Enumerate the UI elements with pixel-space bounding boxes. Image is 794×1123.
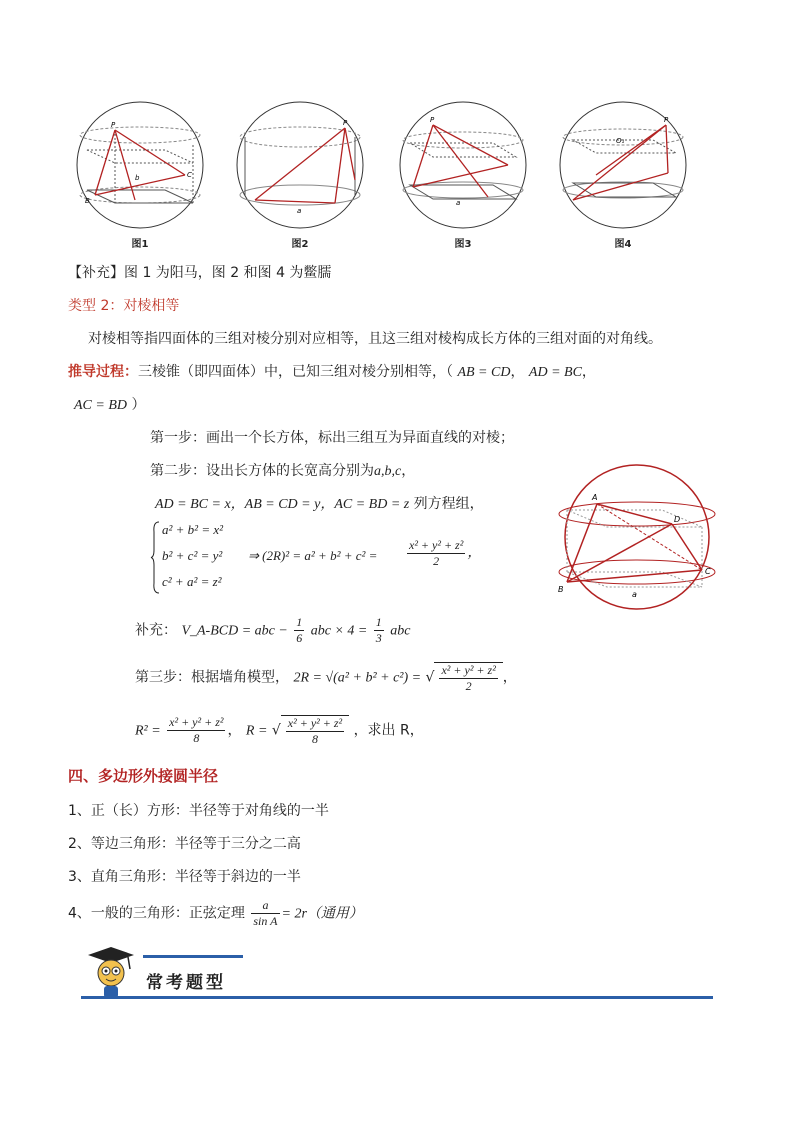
section-banner	[78, 943, 718, 1008]
system-eq-2: b² + c² = y²	[162, 548, 223, 563]
banner-title: 常考题型	[146, 973, 226, 993]
label-a: a	[297, 207, 302, 215]
derive-eq1: AB = CD	[457, 365, 511, 380]
sphere-diagram-3	[398, 95, 528, 235]
banner-top-line	[143, 955, 243, 958]
derive-eq3: AC = BD	[74, 398, 127, 413]
supplement2-mid: abc × 4 =	[310, 623, 368, 639]
supplement-volume	[135, 615, 410, 646]
step3-frac-num: x² + y² + z²	[441, 663, 496, 677]
step-3: 第三步：根据墙角模型， 2R = √(a² + b² + c²) = √ $\frac{\text{x² + y² + z²}}{2}$ ，	[135, 663, 517, 693]
supplement-note: 【补充】图 1 为阳马，图 2 和图 4 为鳖臑	[68, 265, 332, 281]
supp-frac2-num: 1	[375, 615, 382, 629]
figure-3	[398, 95, 528, 250]
r-frac-den: 8	[311, 732, 318, 746]
tetrahedron-sphere-diagram	[552, 462, 722, 612]
sphere-diagram-1	[75, 95, 205, 235]
derive-text: 三棱锥（即四面体）中，已知三组对棱分别相等，（	[138, 364, 453, 380]
supp-frac1-num: 1	[296, 615, 303, 629]
label-B: B	[85, 197, 90, 205]
step-3-text: 第三步：根据墙角模型，	[135, 669, 289, 686]
supp-frac1-den: 6	[296, 631, 303, 645]
label-a: a	[456, 199, 461, 207]
r2-lhs: R² =	[135, 723, 161, 739]
label-C: C	[187, 171, 192, 179]
system-fraction: $\frac{\text{x² + y² + z²}}{2}$ ，	[409, 538, 482, 568]
step3-frac-den: 2	[465, 679, 472, 693]
figure-caption: 图2	[291, 239, 309, 250]
step-2-vars: a,b,c	[374, 464, 402, 479]
supp-frac2-den: 3	[375, 631, 382, 645]
system-result: ⇒ (2R)² = a² + b² + c² =	[248, 548, 378, 563]
supplement2-expr: V_A-BCD = abc −	[181, 623, 288, 639]
step-2-equations	[155, 493, 484, 513]
label-C: C	[705, 567, 711, 576]
r2-frac-den: 8	[193, 731, 200, 746]
figure-1	[75, 95, 205, 250]
supplement2-label: 补充：	[135, 622, 177, 639]
label-a: a	[632, 590, 637, 599]
label-D: D	[674, 515, 681, 524]
system-eq-3: c² + a² = z²	[162, 574, 222, 589]
type2-title: 类型 2：对棱相等	[68, 298, 180, 314]
step-2-tail: 列方程组，	[413, 496, 484, 512]
step-2-text: 第二步：设出长方体的长宽高分别为	[150, 463, 374, 479]
student-mascot-icon	[86, 945, 136, 1000]
label-P: P	[430, 116, 435, 124]
intro-paragraph: 对棱相等指四面体的三组对棱分别对应相等，且这三组对棱构成长方体的三组对面的对角线。	[88, 331, 662, 347]
derive-label: 推导过程：	[68, 364, 138, 380]
r2-frac-num: x² + y² + z²	[169, 715, 224, 730]
label-b: b	[135, 174, 140, 182]
step-3-expr: 2R = √(a² + b² + c²) =	[293, 670, 422, 686]
label-P: P	[664, 116, 669, 124]
label-O1: O₁	[616, 137, 625, 145]
sine-tail: = 2r（通用）	[281, 906, 363, 922]
list-item: 4、一般的三角形：正弦定理	[68, 905, 245, 922]
r-formulas: R² = $\frac{\text{x² + y² + z²}}{8}$ ， R = √ $\frac{\text{x² + y² + z²}}{8}$ ，求出 R，	[135, 715, 424, 746]
sine-frac-num: a	[251, 898, 279, 914]
figure-4	[558, 95, 688, 250]
derive-line: 推导过程：三棱锥（即四面体）中，已知三组对棱分别相等，（ AB = CD， AD = BC，	[68, 364, 596, 380]
derive-line-2: AC = BD ）	[74, 397, 146, 413]
list-item: 1、正（长）方形：半径等于对角线的一半	[68, 803, 329, 819]
system-frac-den: 2	[433, 554, 440, 568]
label-A: A	[592, 493, 598, 502]
supplement2-end: abc	[390, 623, 411, 639]
system-eq-1: a² + b² = x²	[162, 522, 224, 537]
section-4-title: 四、多边形外接圆半径	[68, 767, 219, 785]
brace-icon	[150, 520, 160, 595]
step-2-eqs: AD = BC = x，AB = CD = y，AC = BD = z	[155, 497, 410, 512]
step-1: 第一步：画出一个长方体，标出三组互为异面直线的对棱；	[150, 430, 514, 446]
label-B: B	[558, 585, 564, 594]
figure-caption: 图4	[614, 239, 632, 250]
figure-2	[235, 95, 365, 250]
list-item-sine	[68, 898, 363, 929]
sphere-diagram-2	[235, 95, 365, 235]
figure-caption: 图3	[454, 239, 472, 250]
list-item: 2、等边三角形：半径等于三分之二高	[68, 836, 301, 852]
r-tail: ，求出 R，	[353, 722, 424, 739]
label-P: P	[111, 121, 116, 129]
sphere-diagram-4	[558, 95, 688, 235]
list-item: 3、直角三角形：半径等于斜边的一半	[68, 869, 301, 885]
sine-frac-den: sin A	[253, 914, 278, 928]
figure-caption: 图1	[131, 239, 149, 250]
step-2: 第二步：设出长方体的长宽高分别为a,b,c，	[150, 463, 416, 479]
banner-bottom-line	[81, 996, 713, 999]
r-frac-num: x² + y² + z²	[287, 716, 343, 730]
derive-eq2: AD = BC	[528, 365, 582, 380]
r-lhs: R =	[245, 723, 268, 739]
equation-system	[150, 520, 530, 595]
system-frac-num: x² + y² + z²	[409, 538, 464, 552]
label-P: P	[343, 119, 348, 127]
